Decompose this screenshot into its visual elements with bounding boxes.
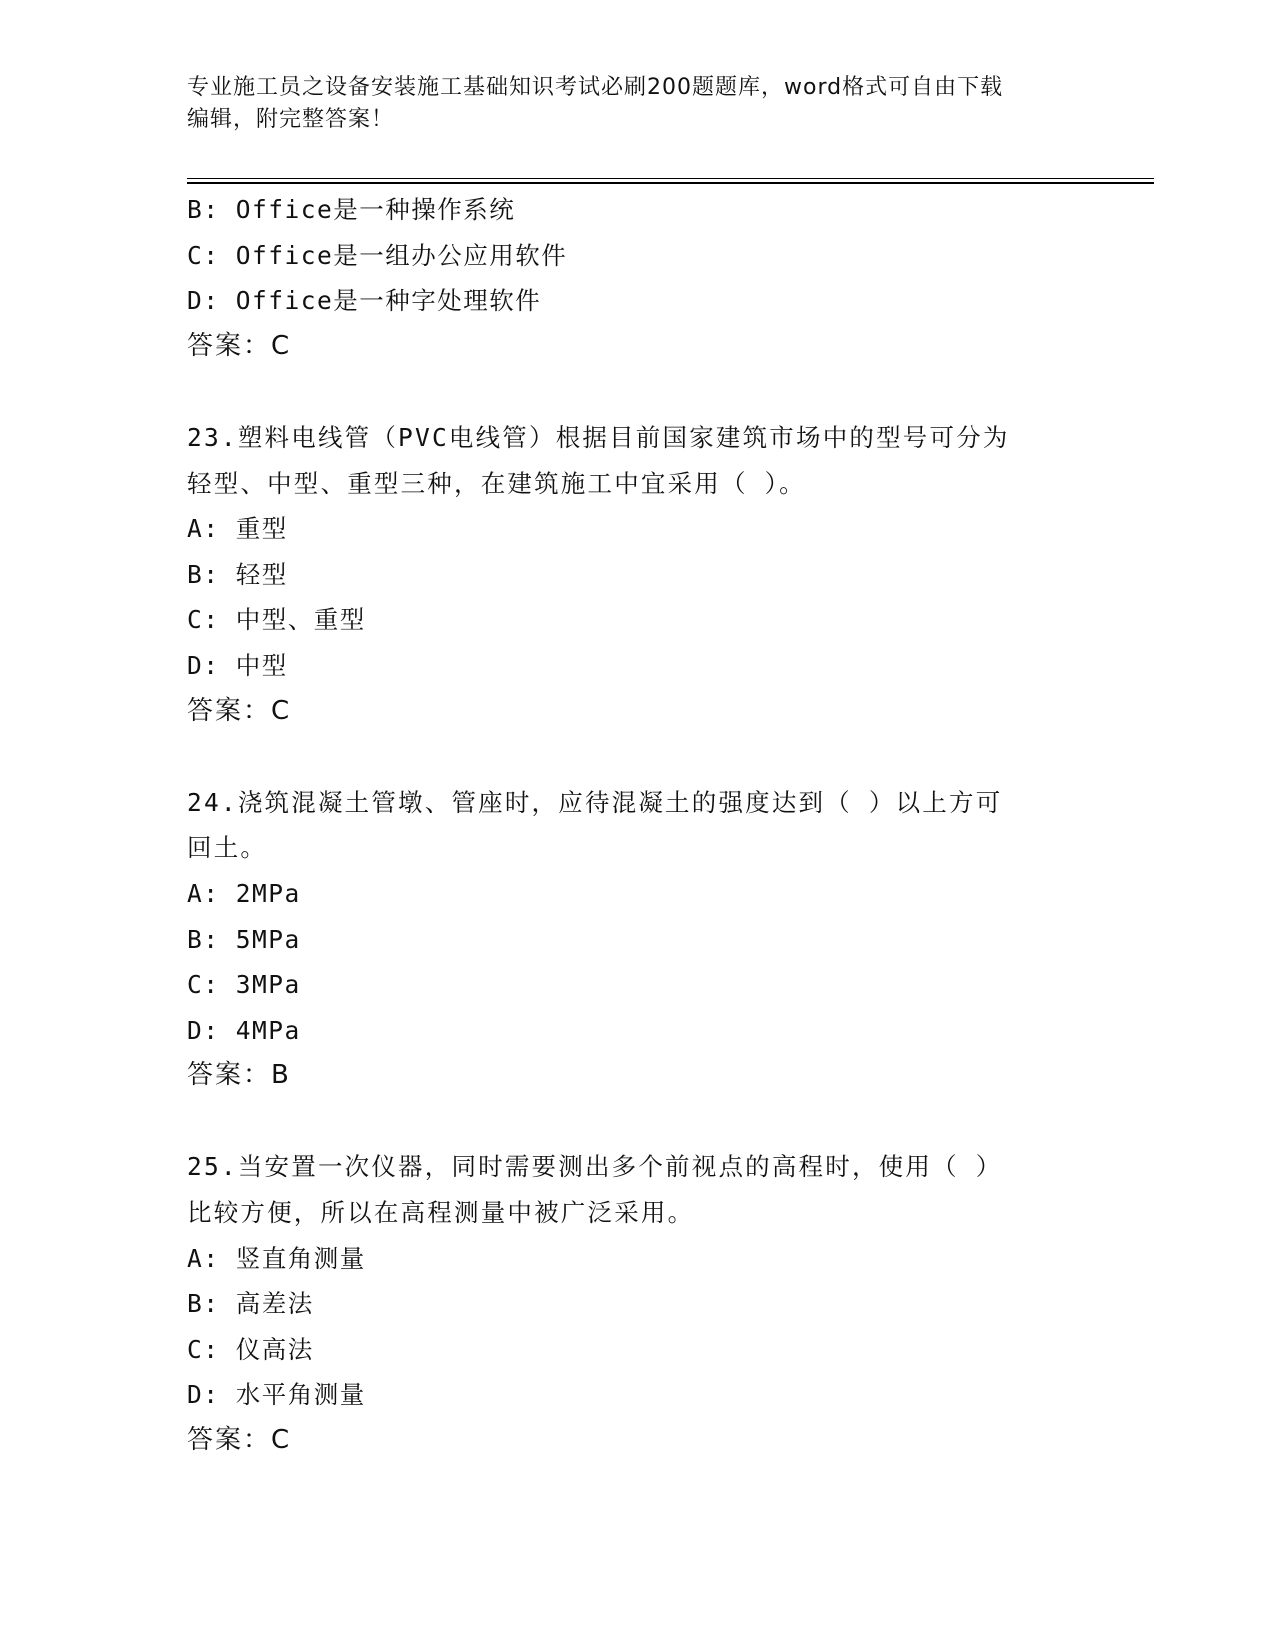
option-b: B: Office是一种操作系统 xyxy=(187,195,516,224)
option-c: C: 3MPa xyxy=(187,970,301,1000)
option-b: B: 5MPa xyxy=(187,924,301,954)
option-a: A: 竖直角测量 xyxy=(187,1243,366,1273)
answer-line: 答案：C xyxy=(187,330,292,361)
question-list xyxy=(187,187,1087,1464)
question-text-line: 回土。 xyxy=(187,833,268,863)
question-text-line: 比较方便，所以在高程测量中被广泛采用。 xyxy=(187,1198,695,1228)
header-rule-thick xyxy=(187,182,1154,184)
header-line-1: 专业施工员之设备安装施工基础知识考试必刷200题题库，word格式可自由下载 xyxy=(187,75,1004,100)
option-d: D: 中型 xyxy=(187,650,288,680)
question-block-previous xyxy=(187,187,1087,369)
spacer xyxy=(187,1099,1087,1145)
header-line-2: 编辑，附完整答案！ xyxy=(187,107,395,132)
option-d: D: Office是一种字处理软件 xyxy=(187,286,542,316)
answer-line: 答案：C xyxy=(187,695,292,726)
question-text-line: 轻型、中型、重型三种，在建筑施工中宜采用（ ）。 xyxy=(187,468,806,498)
question-text-line: 24.浇筑混凝土管墩、管座时，应待混凝土的强度达到（ ）以上方可 xyxy=(187,787,1003,817)
spacer xyxy=(187,734,1087,780)
option-c: C: 仪高法 xyxy=(187,1334,314,1364)
question-block-24 xyxy=(187,780,1087,1099)
answer-line: 答案：B xyxy=(187,1060,291,1091)
question-text-line: 23.塑料电线管（PVC电线管）根据目前国家建筑市场中的型号可分为 xyxy=(187,422,1010,452)
question-text-line: 25.当安置一次仪器，同时需要测出多个前视点的高程时，使用（ ） xyxy=(187,1152,1003,1182)
option-c: C: 中型、重型 xyxy=(187,605,366,635)
option-d: D: 4MPa xyxy=(187,1015,301,1045)
spacer xyxy=(187,369,1087,415)
question-block-25 xyxy=(187,1144,1087,1463)
option-a: A: 重型 xyxy=(187,514,288,544)
option-b: B: 高差法 xyxy=(187,1289,314,1319)
document-header xyxy=(187,72,1087,136)
header-rule-thin xyxy=(187,178,1154,179)
option-c: C: Office是一组办公应用软件 xyxy=(187,240,568,270)
option-b: B: 轻型 xyxy=(187,559,288,589)
question-block-23 xyxy=(187,415,1087,734)
answer-line: 答案：C xyxy=(187,1425,292,1456)
option-a: A: 2MPa xyxy=(187,878,301,908)
option-d: D: 水平角测量 xyxy=(187,1380,366,1410)
